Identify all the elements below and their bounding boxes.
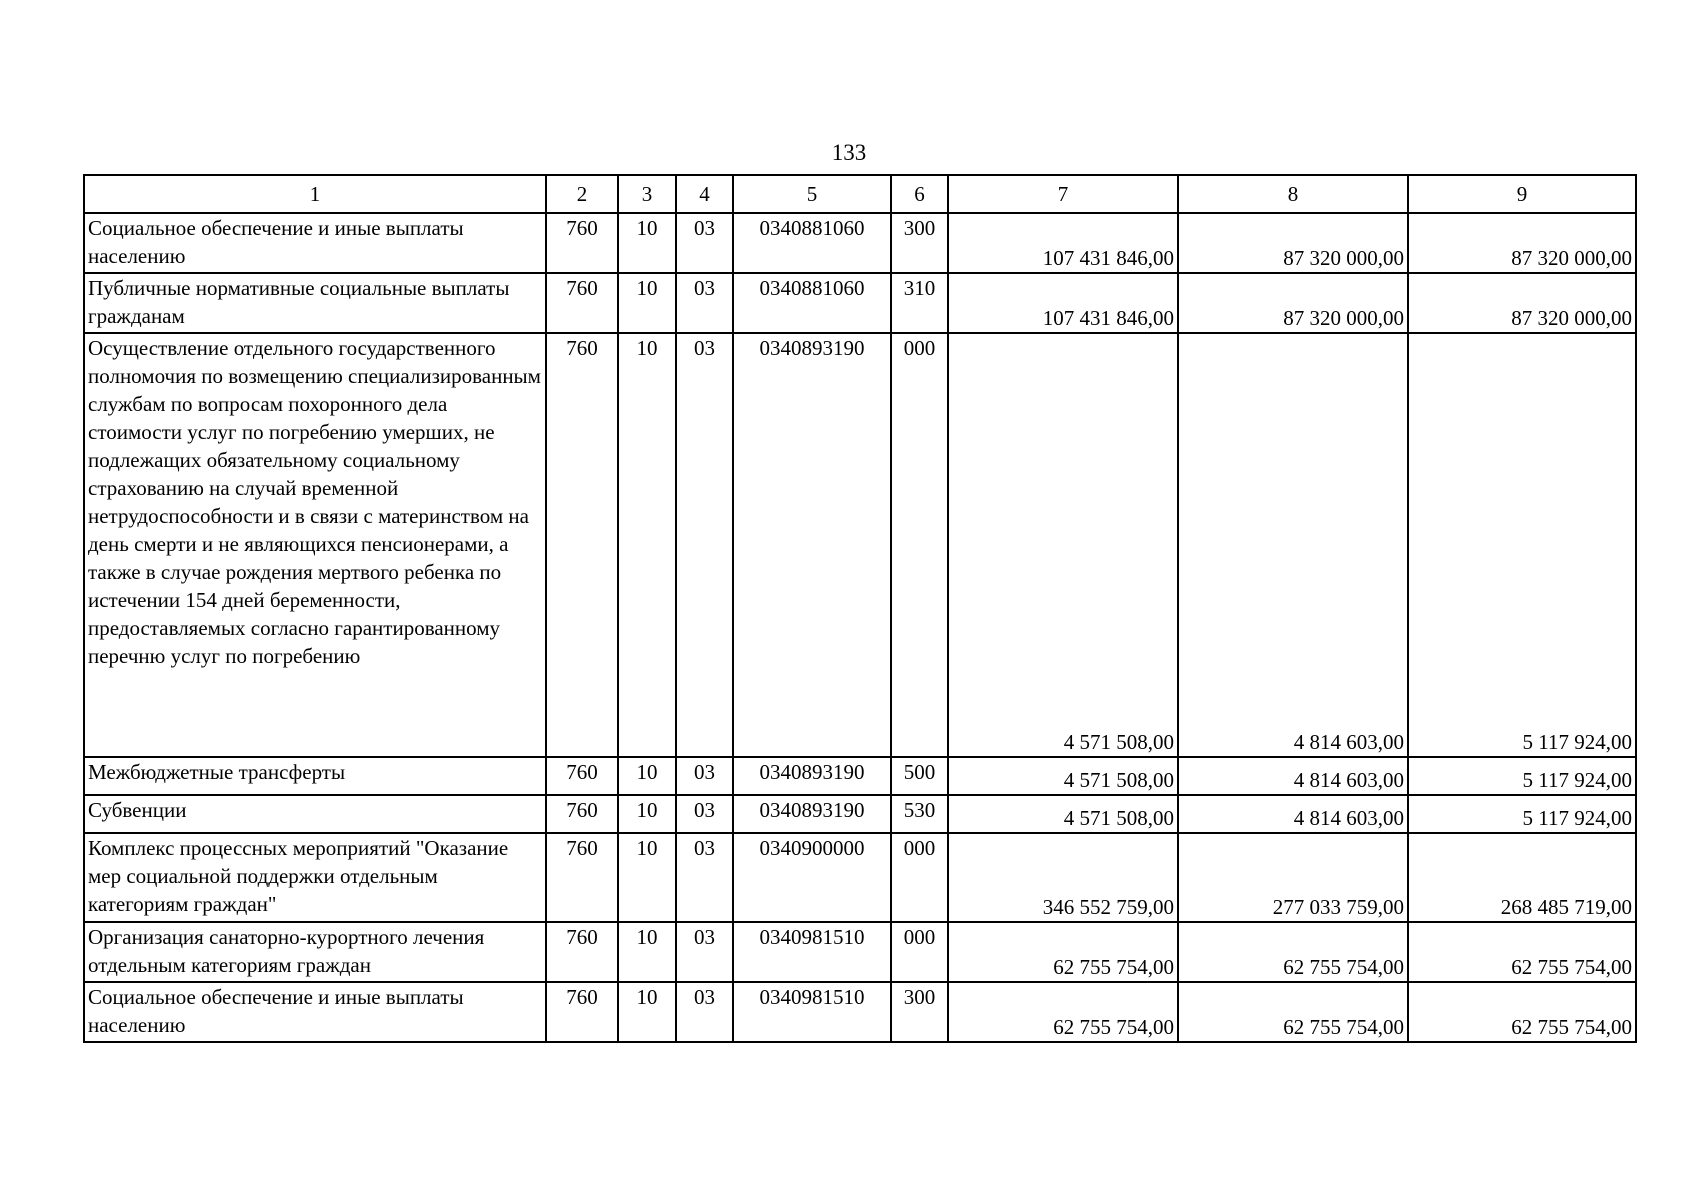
row-code-3: 10 [618,795,676,833]
row-code-2: 760 [546,795,618,833]
row-code-5: 0340981510 [733,982,891,1042]
row-amount-7: 62 755 754,00 [948,982,1178,1042]
row-code-2: 760 [546,333,618,757]
row-amount-9: 87 320 000,00 [1408,213,1636,273]
row-code-5: 0340893190 [733,795,891,833]
page-number: 133 [831,140,867,165]
row-code-5: 0340893190 [733,757,891,795]
table-row [84,213,1636,273]
header-row [84,175,1636,213]
header-cell-1: 1 [84,175,546,213]
row-code-2: 760 [546,213,618,273]
header-cell-4: 4 [676,175,733,213]
row-code-6: 500 [891,757,948,795]
row-code-2: 760 [546,833,618,922]
header-cell-3: 3 [618,175,676,213]
row-amount-8: 87 320 000,00 [1178,273,1408,333]
row-code-6: 000 [891,833,948,922]
row-code-4: 03 [676,922,733,982]
row-code-4: 03 [676,757,733,795]
row-amount-9: 62 755 754,00 [1408,982,1636,1042]
row-amount-9: 5 117 924,00 [1408,757,1636,795]
header-cell-8: 8 [1178,175,1408,213]
row-name: Социальное обеспечение и иные выплаты населению [84,213,546,273]
row-amount-7: 346 552 759,00 [948,833,1178,922]
row-code-3: 10 [618,922,676,982]
row-code-2: 760 [546,273,618,333]
row-code-4: 03 [676,333,733,757]
header-cell-2: 2 [546,175,618,213]
row-amount-7: 62 755 754,00 [948,922,1178,982]
row-code-5: 0340893190 [733,333,891,757]
row-code-6: 310 [891,273,948,333]
row-code-6: 000 [891,333,948,757]
row-code-3: 10 [618,833,676,922]
row-code-4: 03 [676,273,733,333]
row-name: Осуществление отдельного государственного полномочия по возмещению специализированным службам по вопросам похоронного дела стоимости услуг по погребению умерших, не подлежащих обязательному социальному страхованию на случай временной нетрудоспособности и в связи с материнством на день смерти и не являющихся пенсионерами, а также в случае рождения мертвого ребенка по истечении 154 дней беременности, предоставляемых согласно гарантированному перечню услуг по погребению [84,333,546,757]
row-amount-8: 4 814 603,00 [1178,795,1408,833]
row-code-6: 000 [891,922,948,982]
row-code-2: 760 [546,922,618,982]
row-code-5: 0340881060 [733,273,891,333]
row-name: Публичные нормативные социальные выплаты гражданам [84,273,546,333]
budget-table [83,174,1637,1043]
row-code-5: 0340881060 [733,213,891,273]
row-amount-9: 5 117 924,00 [1408,333,1636,757]
table-row [84,922,1636,982]
row-name: Субвенции [84,795,546,833]
header-cell-5: 5 [733,175,891,213]
row-amount-7: 107 431 846,00 [948,213,1178,273]
header-cell-9: 9 [1408,175,1636,213]
row-amount-8: 4 814 603,00 [1178,333,1408,757]
row-amount-9: 268 485 719,00 [1408,833,1636,922]
row-code-3: 10 [618,333,676,757]
row-amount-9: 62 755 754,00 [1408,922,1636,982]
row-code-6: 300 [891,213,948,273]
header-cell-6: 6 [891,175,948,213]
row-code-4: 03 [676,833,733,922]
row-code-6: 530 [891,795,948,833]
table-row [84,333,1636,757]
row-code-5: 0340981510 [733,922,891,982]
row-code-3: 10 [618,213,676,273]
row-code-5: 0340900000 [733,833,891,922]
row-code-4: 03 [676,795,733,833]
table-row [84,982,1636,1042]
row-code-3: 10 [618,273,676,333]
table-row [84,833,1636,922]
row-amount-8: 87 320 000,00 [1178,213,1408,273]
row-code-6: 300 [891,982,948,1042]
row-amount-7: 4 571 508,00 [948,333,1178,757]
row-code-4: 03 [676,982,733,1042]
row-name: Социальное обеспечение и иные выплаты населению [84,982,546,1042]
row-amount-7: 4 571 508,00 [948,795,1178,833]
row-code-2: 760 [546,757,618,795]
row-amount-9: 5 117 924,00 [1408,795,1636,833]
row-code-3: 10 [618,757,676,795]
table-row [84,273,1636,333]
row-name: Межбюджетные трансферты [84,757,546,795]
table-row [84,795,1636,833]
row-code-2: 760 [546,982,618,1042]
row-amount-8: 277 033 759,00 [1178,833,1408,922]
table-row [84,757,1636,795]
row-amount-7: 4 571 508,00 [948,757,1178,795]
row-code-3: 10 [618,982,676,1042]
row-name: Комплекс процессных мероприятий "Оказание мер социальной поддержки отдельным категориям граждан" [84,833,546,922]
header-cell-7: 7 [948,175,1178,213]
row-amount-8: 62 755 754,00 [1178,922,1408,982]
row-amount-8: 62 755 754,00 [1178,982,1408,1042]
row-name: Организация санаторно-курортного лечения отдельным категориям граждан [84,922,546,982]
row-code-4: 03 [676,213,733,273]
row-amount-9: 87 320 000,00 [1408,273,1636,333]
row-amount-8: 4 814 603,00 [1178,757,1408,795]
row-amount-7: 107 431 846,00 [948,273,1178,333]
